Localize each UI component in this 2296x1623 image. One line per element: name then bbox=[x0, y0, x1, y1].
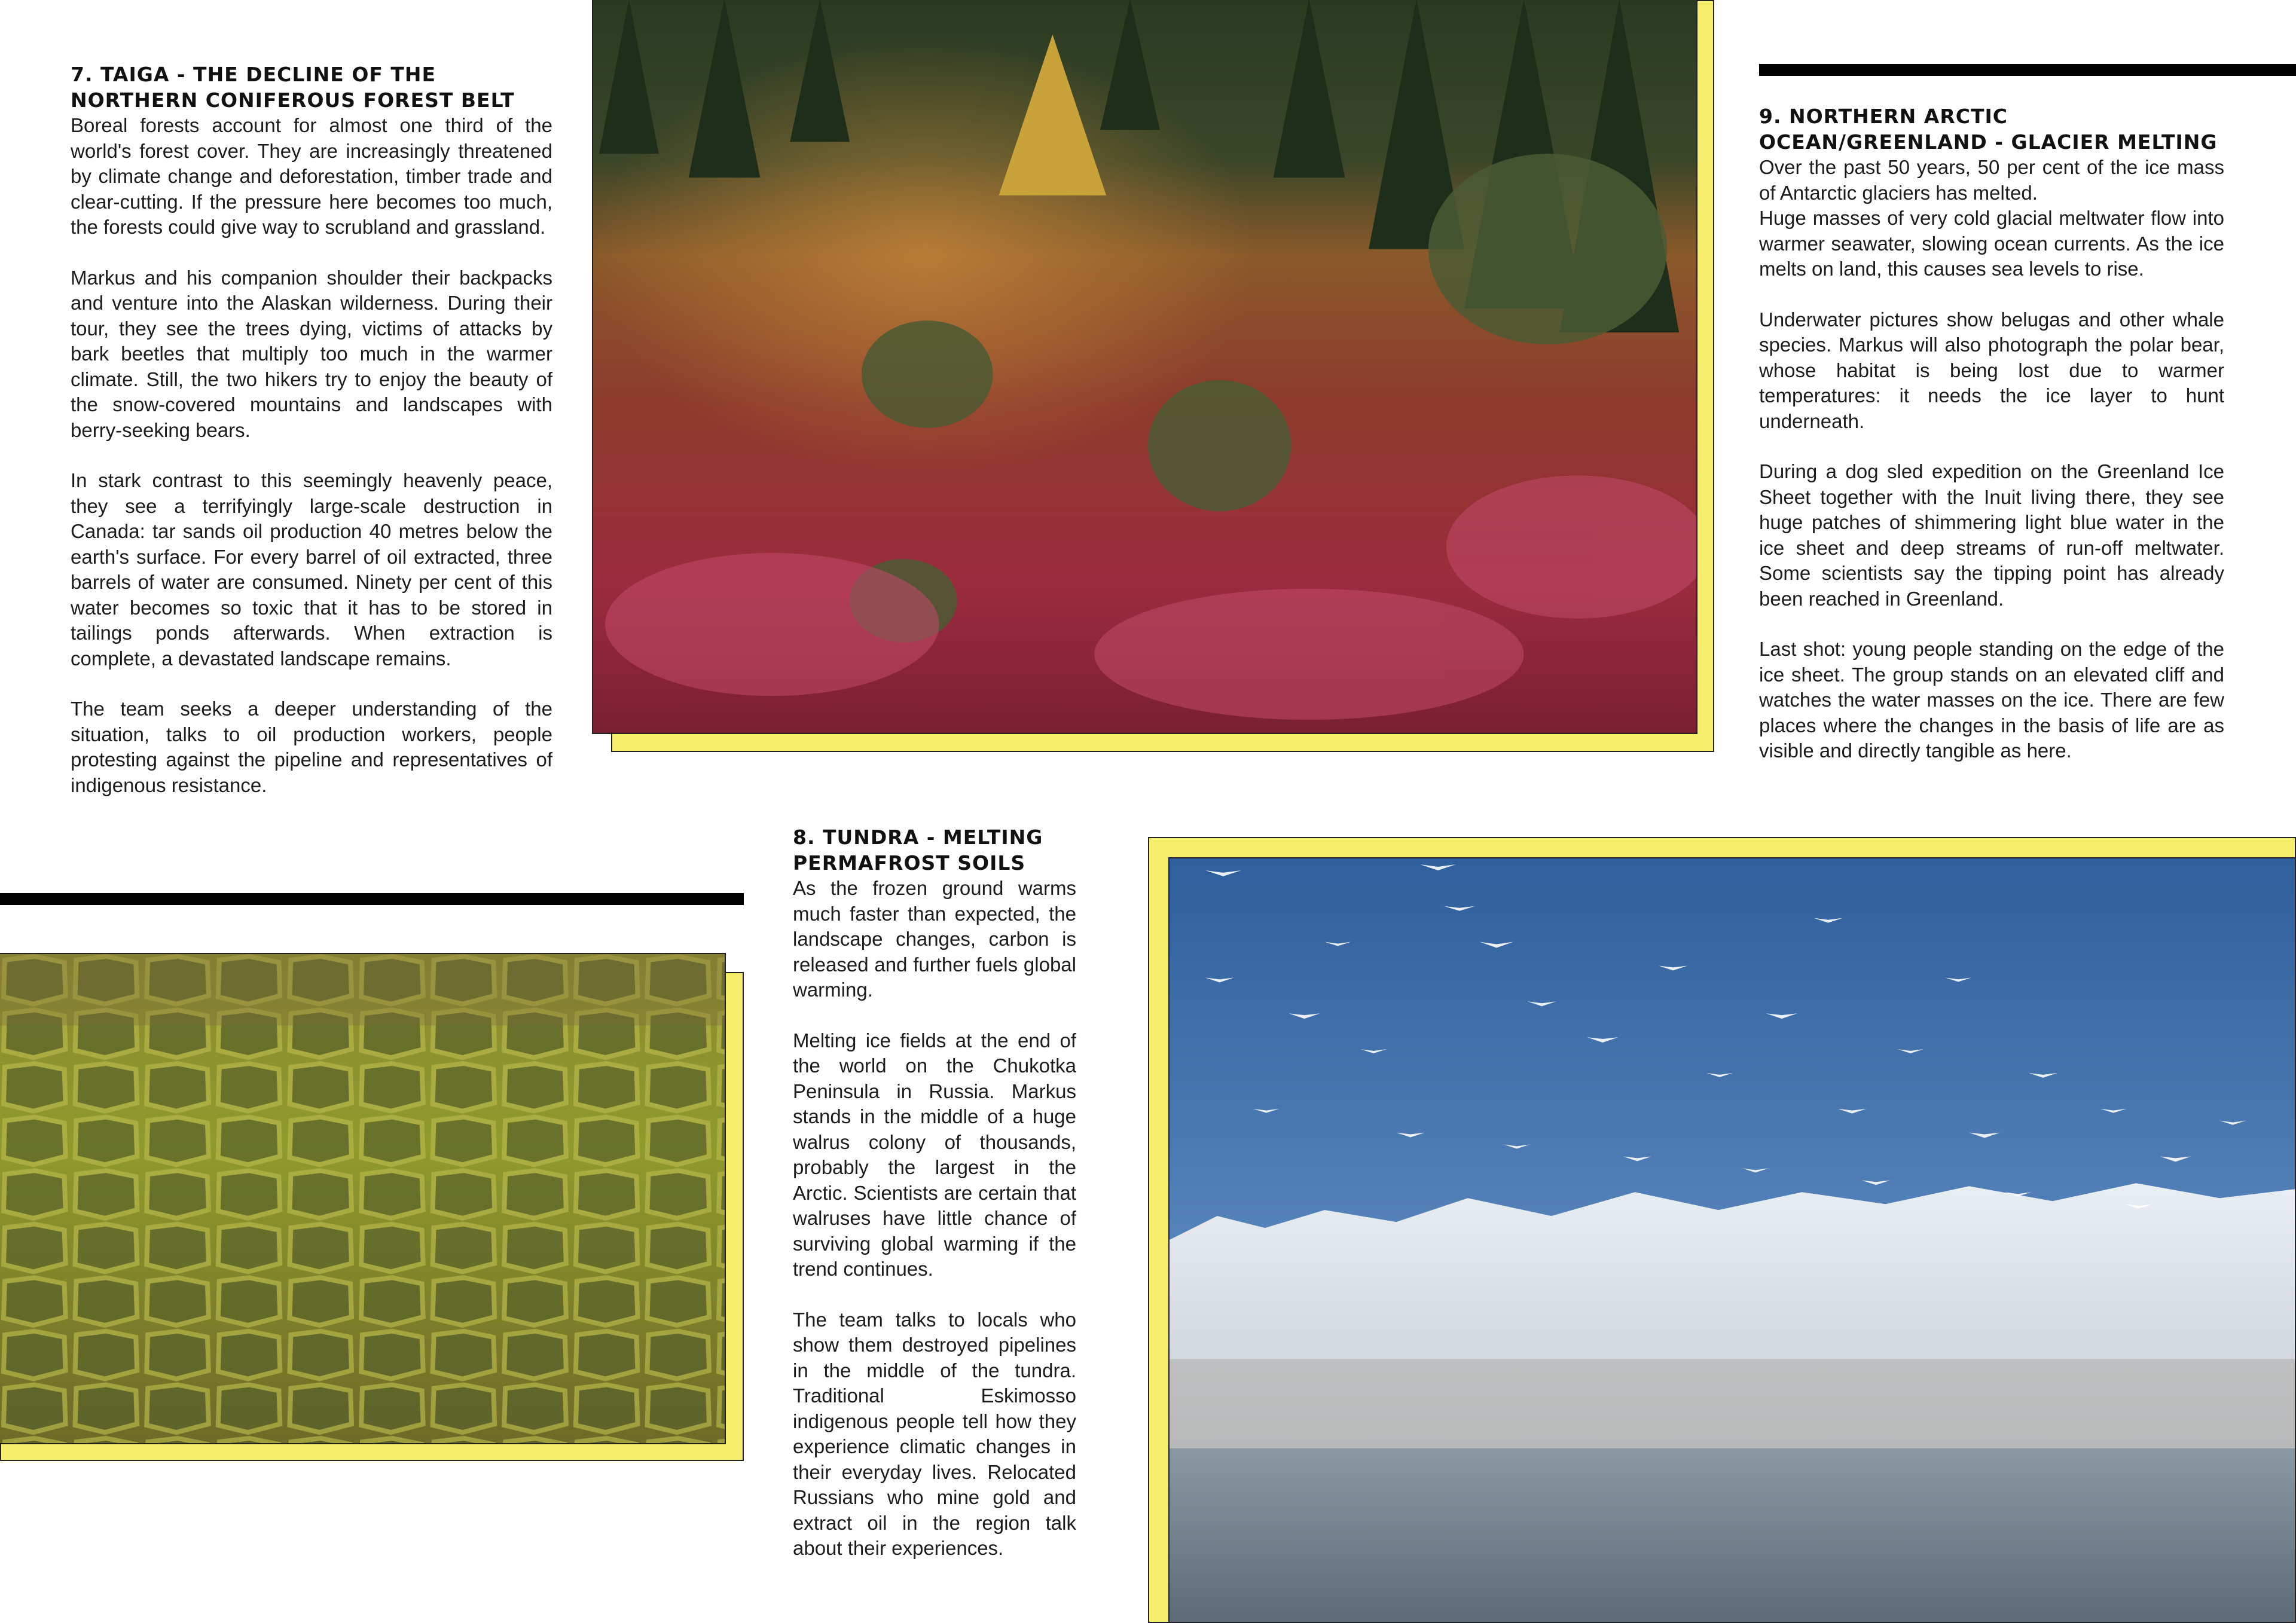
tundra-image bbox=[0, 954, 725, 1443]
tundra-paragraph-3: The team talks to locals who show them destroyed pipelines in the middle of the tundra. Traditional Eskimosso indigenous people tell how they experience climatic changes in their everyday lives. Relocated Russians who mine gold and extract oil in the region talk about their experiences. bbox=[793, 1308, 1076, 1559]
arctic-paragraph-5: Last shot: young people standing on the edge of the ice sheet. The group stands on an elevated cliff and watches the water masses on the ice. There are few places where the changes in the basis of life are as visible and directly tangible as here. bbox=[1759, 638, 2224, 762]
tundra-section bbox=[793, 824, 1076, 1561]
forest-image bbox=[593, 0, 1696, 733]
left-divider-rule bbox=[0, 893, 744, 905]
arctic-section bbox=[1759, 103, 2224, 764]
tundra-photo bbox=[0, 953, 726, 1444]
arctic-paragraph-2: Huge masses of very cold glacial meltwater flow into warmer seawater, slowing ocean currents. As the ice melts on land, this causes sea levels to rise. bbox=[1759, 207, 2224, 280]
tundra-heading: 8. TUNDRA - MELTING PERMAFROST SOILS bbox=[793, 826, 1043, 875]
taiga-heading: 7. TAIGA - THE DECLINE OF THE NORTHERN CONIFEROUS FOREST BELT bbox=[71, 63, 515, 112]
taiga-section bbox=[71, 62, 552, 798]
taiga-paragraph-1: Boreal forests account for almost one third of the world's forest cover. They are increasingly threatened by climate change and deforestation, timber trade and clear-cutting. If the pressure here becomes too much, the forests could give way to scrubland and grassland. bbox=[71, 114, 552, 238]
glacier-image bbox=[1170, 858, 2295, 1622]
taiga-paragraph-2: Markus and his companion shoulder their backpacks and venture into the Alaskan wilderness. During their tour, they see the trees dying, victims of attacks by bark beetles that multiply too much in the warmer climate. Still, the two hikers try to enjoy the beauty of the snow-covered mountains and landscapes with berry-seeking bears. bbox=[71, 266, 552, 441]
glacier-photo bbox=[1168, 857, 2296, 1623]
tundra-paragraph-2: Melting ice fields at the end of the world on the Chukotka Peninsula in Russia. Markus stands in the middle of a huge walrus colony of thousands, probably the largest in the Arctic. Scientists are certain that walruses have little chance of surviving global warming if the trend continues. bbox=[793, 1029, 1076, 1280]
taiga-paragraph-3: In stark contrast to this seemingly heavenly peace, they see a terrifyingly large-scale destruction in Canada: tar sands oil production 40 metres below the earth's surface. For every barrel of oil extracted, three barrels of water are consumed. Ninety per cent of this water becomes so toxic that it has to be stored in tailings ponds afterwards. When extraction is complete, a devastated landscape remains. bbox=[71, 469, 552, 670]
arctic-paragraph-3: Underwater pictures show belugas and other whale species. Markus will also photograph the polar bear, whose habitat is being lost due to warmer temperatures: it needs the ice layer to hunt underneath. bbox=[1759, 308, 2224, 432]
taiga-paragraph-4: The team seeks a deeper understanding of the situation, talks to oil production workers, people protesting against the pipeline and representatives of indigenous resistance. bbox=[71, 698, 552, 796]
arctic-paragraph-4: During a dog sled expedition on the Greenland Ice Sheet together with the Inuit living there, they see huge patches of shimmering light blue water in the ice sheet and deep streams of run-off meltwater. Some scientists say the tipping point has already been reached in Greenland. bbox=[1759, 460, 2224, 610]
tundra-paragraph-1: As the frozen ground warms much faster than expected, the landscape changes, carbon is released and further fuels global warming. bbox=[793, 877, 1076, 1001]
arctic-paragraph-1: Over the past 50 years, 50 per cent of the ice mass of Antarctic glaciers has melted. bbox=[1759, 156, 2224, 204]
arctic-heading: 9. NORTHERN ARCTIC OCEAN/GREENLAND - GLACIER MELTING bbox=[1759, 105, 2218, 154]
right-divider-rule bbox=[1759, 64, 2296, 76]
forest-photo bbox=[592, 0, 1697, 734]
